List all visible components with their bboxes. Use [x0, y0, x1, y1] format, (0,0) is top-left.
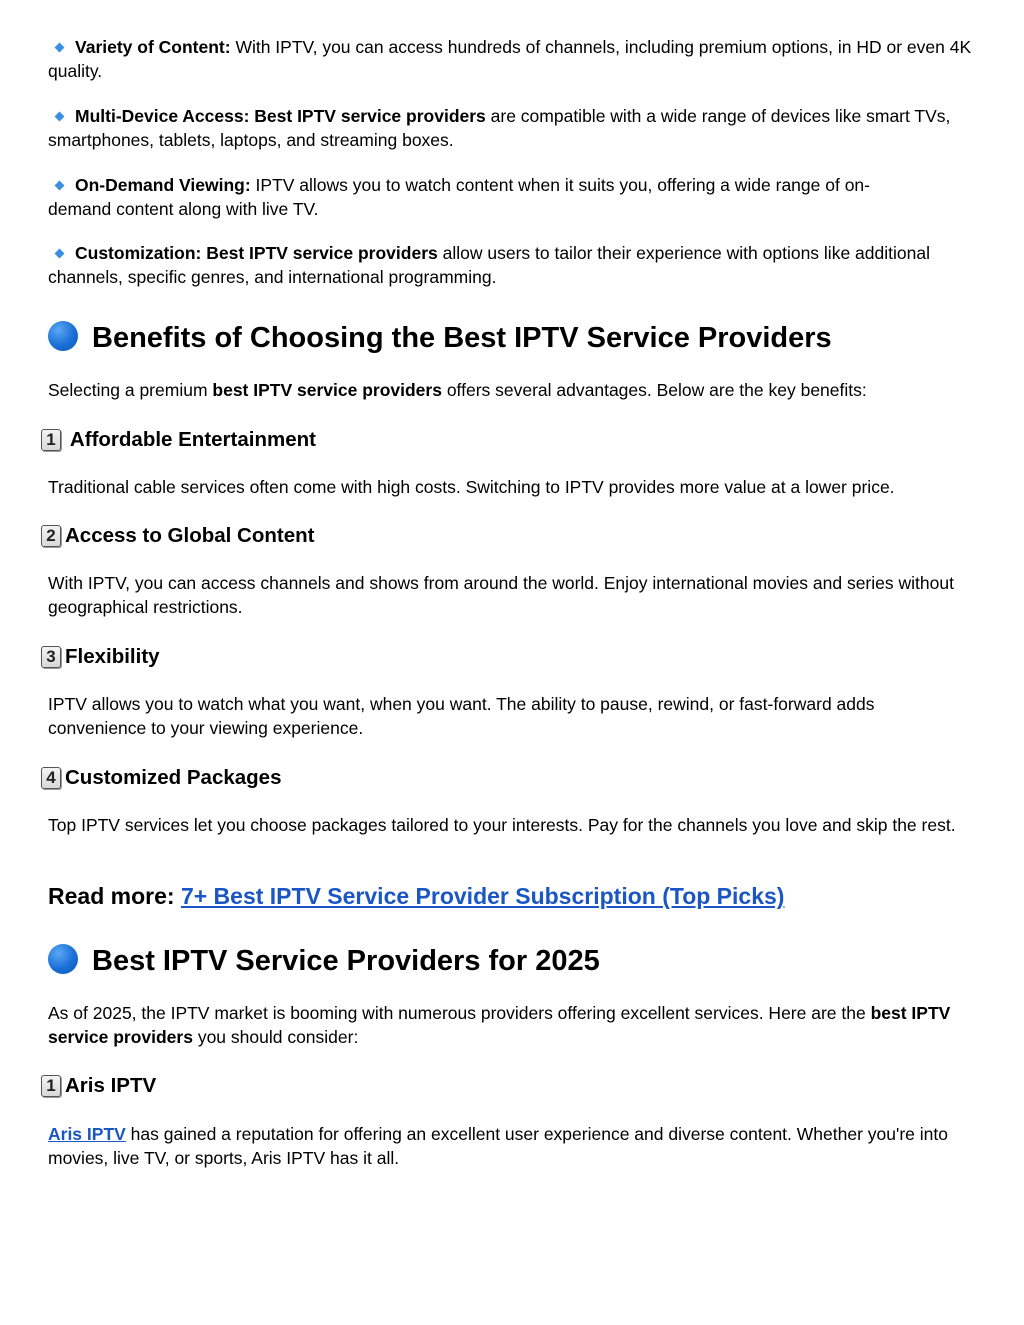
intro-text: As of 2025, the IPTV market is booming with numerous providers offering excellent services. Here are the	[48, 1003, 871, 1023]
provider-text	[48, 1122, 973, 1170]
keycap-number-icon: 4	[41, 767, 61, 789]
provider-description: has gained a reputation for offering an excellent user experience and diverse content. Whether you're into movies, live TV, or sports, Aris IPTV has it all.	[48, 1124, 948, 1168]
feature-text: IPTV allows you to watch content when it suits you, offering a wide range of on-demand content along with live TV.	[48, 175, 870, 219]
feature-item	[48, 104, 978, 152]
blue-circle-icon	[48, 321, 78, 351]
feature-text: allow users to tailor their experience with options like additional channels, specific genres, and international programming.	[48, 243, 930, 287]
section-heading-providers	[48, 943, 600, 979]
aris-iptv-link[interactable]: Aris IPTV	[48, 1124, 126, 1144]
blue-circle-icon	[48, 944, 78, 974]
benefit-heading	[48, 522, 314, 550]
section-heading-benefits	[48, 320, 832, 356]
feature-title: Customization: Best IPTV service providers	[75, 243, 438, 263]
heading-text: Best IPTV Service Providers for 2025	[92, 945, 600, 977]
intro-text: offers several advantages. Below are the key benefits:	[441, 380, 867, 400]
heading-text: Benefits of Choosing the Best IPTV Service Providers	[92, 322, 832, 354]
keycap-number-icon: 3	[41, 646, 61, 668]
keycap-number-icon: 2	[41, 525, 61, 547]
keycap-number-icon: 1	[41, 429, 61, 451]
diamond-bullet-icon	[55, 248, 65, 258]
provider-heading	[48, 1072, 156, 1100]
benefit-text: Top IPTV services let you choose packages tailored to your interests. Pay for the channels you love and skip the rest.	[48, 815, 956, 835]
diamond-bullet-icon	[55, 42, 65, 52]
feature-title: On-Demand Viewing:	[75, 175, 251, 195]
feature-title: Multi-Device Access: Best IPTV service providers	[75, 106, 486, 126]
intro-text: Selecting a premium	[48, 380, 213, 400]
benefit-text: Traditional cable services often come with high costs. Switching to IPTV provides more value at a lower price.	[48, 477, 895, 497]
benefit-heading	[48, 643, 160, 671]
intro-text: you should consider:	[192, 1027, 359, 1047]
benefit-title: Customized Packages	[65, 766, 282, 789]
intro-bold: best IPTV service providers	[212, 380, 442, 400]
benefit-title: Flexibility	[65, 645, 160, 668]
read-more	[48, 881, 784, 911]
benefit-text: With IPTV, you can access channels and shows from around the world. Enjoy international movies and series without geographical restrictions.	[48, 573, 954, 617]
benefit-title: Access to Global Content	[65, 524, 315, 547]
feature-item	[48, 173, 908, 221]
read-more-label: Read more:	[48, 883, 181, 909]
benefits-intro	[48, 378, 978, 402]
keycap-number-icon: 1	[41, 1075, 61, 1097]
intro-bold: best IPTV service providers	[48, 1003, 951, 1047]
providers-intro	[48, 1001, 963, 1049]
read-more-link[interactable]: 7+ Best IPTV Service Provider Subscription (Top Picks)	[180, 883, 785, 909]
feature-title: Variety of Content:	[75, 37, 231, 57]
diamond-bullet-icon	[55, 111, 65, 121]
feature-item	[48, 35, 978, 83]
benefit-text: IPTV allows you to watch what you want, when you want. The ability to pause, rewind, or fast-forward adds convenience to your viewing experience.	[48, 694, 875, 738]
provider-title: Aris IPTV	[65, 1074, 157, 1097]
feature-text: are compatible with a wide range of devices like smart TVs, smartphones, tablets, laptops, and streaming boxes.	[48, 106, 951, 150]
diamond-bullet-icon	[55, 180, 65, 190]
benefit-heading	[48, 764, 281, 792]
benefit-title: Affordable Entertainment	[65, 428, 316, 451]
feature-text: With IPTV, you can access hundreds of channels, including premium options, in HD or even 4K quality.	[48, 37, 972, 81]
benefit-heading	[48, 426, 316, 454]
feature-item	[48, 241, 983, 289]
